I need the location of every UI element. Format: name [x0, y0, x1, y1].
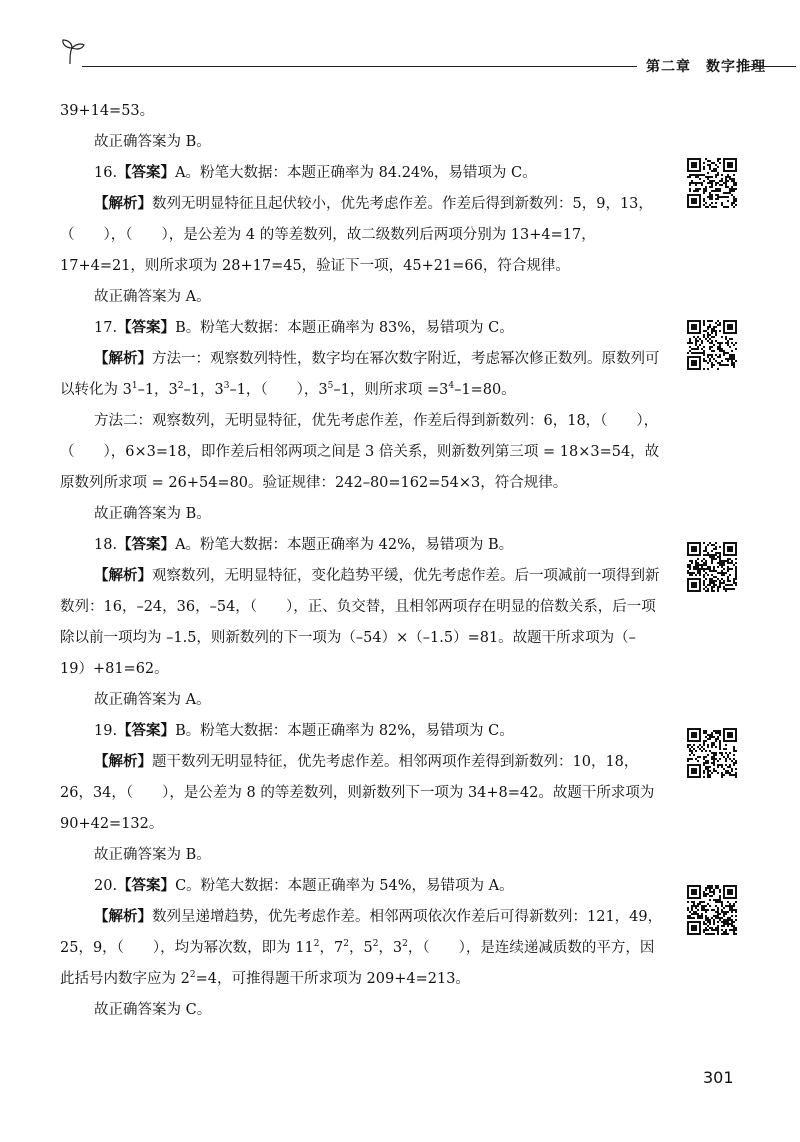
- paragraph: [60, 499, 668, 530]
- paragraph: [60, 902, 668, 995]
- paragraph: [60, 747, 668, 840]
- paragraph: [60, 313, 668, 344]
- section-tag: 【答案】: [117, 165, 176, 181]
- section-tag: 【解析】: [94, 754, 152, 770]
- paragraph: [60, 840, 668, 871]
- section-tag: 【解析】: [94, 568, 152, 584]
- question-number: 20.: [94, 878, 118, 894]
- paragraph: [60, 158, 668, 189]
- paragraph-text: 题干数列无明显特征，优先考虑作差。相邻两项作差得到新数列：10，18，26，34，（ ），是公差为 8 的等差数列，则新数列下一项为 34+8=42。故题干所求项为 90+42=132。: [60, 754, 655, 832]
- paragraph-text: 观察数列，无明显特征，变化趋势平缓，优先考虑作差。后一项减前一项得到新数列：16，–24，36，–54，（ ），正、负交替，且相邻两项存在明显的倍数关系，后一项除以前一项均为 –1.5，则新数列的下一项为（–54）×（–1.5）=81。故题干所求项为（–19）+81=62。: [60, 568, 660, 677]
- sprout-icon: [60, 38, 90, 68]
- section-tag: 【解析】: [94, 909, 152, 925]
- section-tag: 【解析】: [94, 196, 152, 212]
- paragraph-text: 故正确答案为 C。: [94, 1002, 212, 1018]
- paragraph-text: 方法二：观察数列，无明显特征，优先考虑作差，作差后得到新数列：6，18，（ ），（ ），6×3=18，即作差后相邻两项之间是 3 倍关系，则新数列第三项 = 18×3=54，故原数列所求项 = 26+54=80。验证规律：242–80=162=54×3，符合规律。: [60, 413, 660, 491]
- paragraph: [60, 96, 668, 127]
- qr-code-icon[interactable]: [687, 542, 737, 592]
- paragraph-text: 39+14=53。: [60, 103, 155, 119]
- paragraph-text: 数列呈递增趋势，优先考虑作差。相邻两项依次作差后可得新数列：121，49，25，9，（ ），均为幂次数，即为 $11^2$，$7^2$，$5^2$，$3^2$，（ ），是连续递减质数的平方，因此括号内数字应为 $2^2=4$，可推得题干所求项为 209+4=213。: [60, 909, 663, 987]
- question-number: 18.: [94, 537, 118, 553]
- paragraph: [60, 530, 668, 561]
- chapter-title: 第二章 数字推理: [646, 59, 766, 75]
- paragraph-text: A。粉笔大数据：本题正确率为 84.24%，易错项为 C。: [175, 165, 537, 181]
- section-tag: 【答案】: [117, 878, 176, 894]
- qr-code-icon[interactable]: [687, 885, 737, 935]
- header-rule-left: [82, 66, 637, 67]
- paragraph: [60, 716, 668, 747]
- paragraph: [60, 189, 668, 282]
- paragraph-text: B。粉笔大数据：本题正确率为 83%，易错项为 C。: [175, 320, 514, 336]
- paragraph: [60, 995, 668, 1026]
- paragraph: [60, 282, 668, 313]
- qr-code-icon[interactable]: [687, 158, 737, 208]
- paragraph-text: 故正确答案为 B。: [94, 506, 211, 522]
- qr-code-icon[interactable]: [687, 320, 737, 370]
- page-number: 301: [703, 1068, 734, 1087]
- paragraph-text: 故正确答案为 A。: [94, 289, 211, 305]
- question-number: 16.: [94, 165, 118, 181]
- paragraph: [60, 685, 668, 716]
- paragraph: [60, 344, 668, 406]
- section-tag: 【答案】: [117, 723, 176, 739]
- paragraph: [60, 127, 668, 158]
- paragraph: [60, 561, 668, 685]
- section-tag: 【解析】: [94, 351, 152, 367]
- paragraph-text: A。粉笔大数据：本题正确率为 42%，易错项为 B。: [175, 537, 514, 553]
- page-content: [60, 96, 668, 1026]
- paragraph-text: C。粉笔大数据：本题正确率为 54%，易错项为 A。: [175, 878, 514, 894]
- page-header: [60, 38, 795, 78]
- question-number: 17.: [94, 320, 118, 336]
- section-tag: 【答案】: [117, 320, 176, 336]
- paragraph: [60, 871, 668, 902]
- qr-code-icon[interactable]: [687, 728, 737, 778]
- paragraph-text: 故正确答案为 B。: [94, 134, 211, 150]
- paragraph: [60, 406, 668, 499]
- header-rule-right: [748, 66, 796, 67]
- paragraph-text: 故正确答案为 B。: [94, 847, 211, 863]
- section-tag: 【答案】: [117, 537, 176, 553]
- paragraph-text: 故正确答案为 A。: [94, 692, 211, 708]
- question-number: 19.: [94, 723, 118, 739]
- paragraph-text: 数列无明显特征且起伏较小，优先考虑作差。作差后得到新数列：5，9，13，（ ），（ ），是公差为 4 的等差数列，故二级数列后两项分别为 13+4=17，17+4=21，则所求项为 28+17=45，验证下一项，45+21=66，符合规律。: [60, 196, 653, 274]
- paragraph-text: B。粉笔大数据：本题正确率为 82%，易错项为 C。: [175, 723, 514, 739]
- paragraph-text: 方法一：观察数列特性，数字均在幂次数字附近，考虑幂次修正数列。原数列可以转化为 $3^1-1$，$3^2-1$，$3^3-1$，（ ），$3^5-1$，则所求项 $=3^4-1=80$。: [60, 351, 660, 398]
